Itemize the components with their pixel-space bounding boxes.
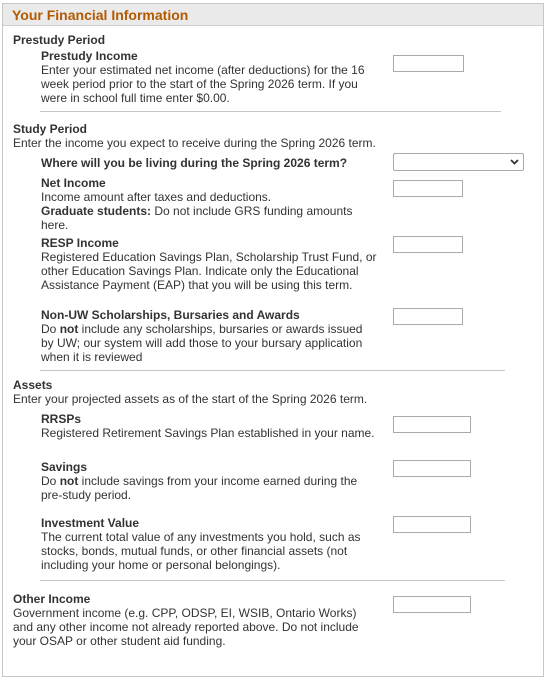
investment-value-desc-1: The current total value of any investments you hold, such as xyxy=(41,530,361,544)
non-uw-scholarships-desc-3: when it is reviewed xyxy=(41,350,143,364)
prestudy-income-desc-2: week period prior to the start of the Spring 2026 term. If you xyxy=(41,77,358,91)
net-income-grad-note-2: here. xyxy=(41,218,69,232)
living-field xyxy=(41,156,347,170)
savings-input[interactable] xyxy=(393,460,471,477)
savings-rest: include savings from your income earned during the xyxy=(78,474,358,488)
resp-income-desc-1: Registered Education Savings Plan, Scholarship Trust Fund, or xyxy=(41,250,377,264)
rrsps-desc: Registered Retirement Savings Plan established in your name. xyxy=(41,426,375,440)
rrsps-label: RRSPs xyxy=(41,412,82,426)
living-label: Where will you be living during the Spring 2026 term? xyxy=(41,156,348,170)
panel-title: Your Financial Information xyxy=(3,4,543,26)
other-income-desc-2: and any other income not already reported above. Do not include xyxy=(13,620,359,634)
study-section-title: Study Period xyxy=(13,122,88,136)
savings-desc-2: pre-study period. xyxy=(41,488,132,502)
savings-label: Savings xyxy=(41,460,88,474)
non-uw-scholarships-field xyxy=(41,308,386,364)
prestudy-income-desc-1: Enter your estimated net income (after deductions) for the 16 xyxy=(41,63,365,77)
non-uw-do: Do xyxy=(41,322,60,336)
non-uw-scholarships-input[interactable] xyxy=(393,308,463,325)
other-income-field xyxy=(13,592,373,648)
savings-field xyxy=(41,460,386,502)
grad-students-bold: Graduate students: xyxy=(41,204,152,218)
investment-value-desc-3: including your home or personal belongings). xyxy=(41,558,281,572)
net-income-field xyxy=(41,176,381,232)
resp-income-input[interactable] xyxy=(393,236,463,253)
living-select[interactable] xyxy=(393,153,524,171)
section-divider xyxy=(40,370,505,371)
section-divider xyxy=(40,580,505,581)
other-income-desc-3: your OSAP or other student aid funding. xyxy=(13,634,226,648)
section-divider xyxy=(40,111,501,112)
non-uw-not-bold: not xyxy=(59,322,79,336)
other-income-input[interactable] xyxy=(393,596,471,613)
grad-students-rest: Do not include GRS funding amounts xyxy=(151,204,353,218)
rrsps-input[interactable] xyxy=(393,416,471,433)
net-income-input[interactable] xyxy=(393,180,463,197)
assets-section-title: Assets xyxy=(13,378,53,392)
rrsps-field xyxy=(41,412,386,440)
non-uw-rest: include any scholarships, bursaries or awards issued xyxy=(78,322,363,336)
net-income-label: Net Income xyxy=(41,176,106,190)
resp-income-field xyxy=(41,236,386,292)
prestudy-income-desc-3: were in school full time enter $0.00. xyxy=(41,91,230,105)
prestudy-section-title: Prestudy Period xyxy=(13,33,106,47)
savings-not-bold: not xyxy=(59,474,79,488)
resp-income-label: RESP Income xyxy=(41,236,119,250)
non-uw-scholarships-label: Non-UW Scholarships, Bursaries and Awards xyxy=(41,308,300,322)
assets-section-desc: Enter your projected assets as of the start of the Spring 2026 term. xyxy=(13,392,368,406)
other-income-title: Other Income xyxy=(13,592,91,606)
non-uw-scholarships-desc-1 xyxy=(41,322,386,336)
net-income-grad-note xyxy=(41,204,381,218)
resp-income-desc-2: other Education Savings Plan. Indicate only the Educational xyxy=(41,264,359,278)
non-uw-scholarships-desc-2: by UW; our system will add those to your bursary application xyxy=(41,336,363,350)
investment-value-field xyxy=(41,516,386,572)
chevron-down-icon xyxy=(509,156,520,167)
investment-value-input[interactable] xyxy=(393,516,471,533)
prestudy-income-field xyxy=(41,49,381,105)
prestudy-income-label: Prestudy Income xyxy=(41,49,138,63)
resp-income-desc-3: Assistance Payment (EAP) that you will be using this term. xyxy=(41,278,353,292)
prestudy-income-input[interactable] xyxy=(393,55,464,72)
savings-do: Do xyxy=(41,474,60,488)
investment-value-desc-2: stocks, bonds, mutual funds, or other financial assets (not xyxy=(41,544,348,558)
other-income-desc-1: Government income (e.g. CPP, ODSP, EI, WSIB, Ontario Works) xyxy=(13,606,357,620)
investment-value-label: Investment Value xyxy=(41,516,140,530)
savings-desc-1 xyxy=(41,474,386,488)
net-income-desc: Income amount after taxes and deductions. xyxy=(41,190,272,204)
study-section-desc: Enter the income you expect to receive during the Spring 2026 term. xyxy=(13,136,376,150)
